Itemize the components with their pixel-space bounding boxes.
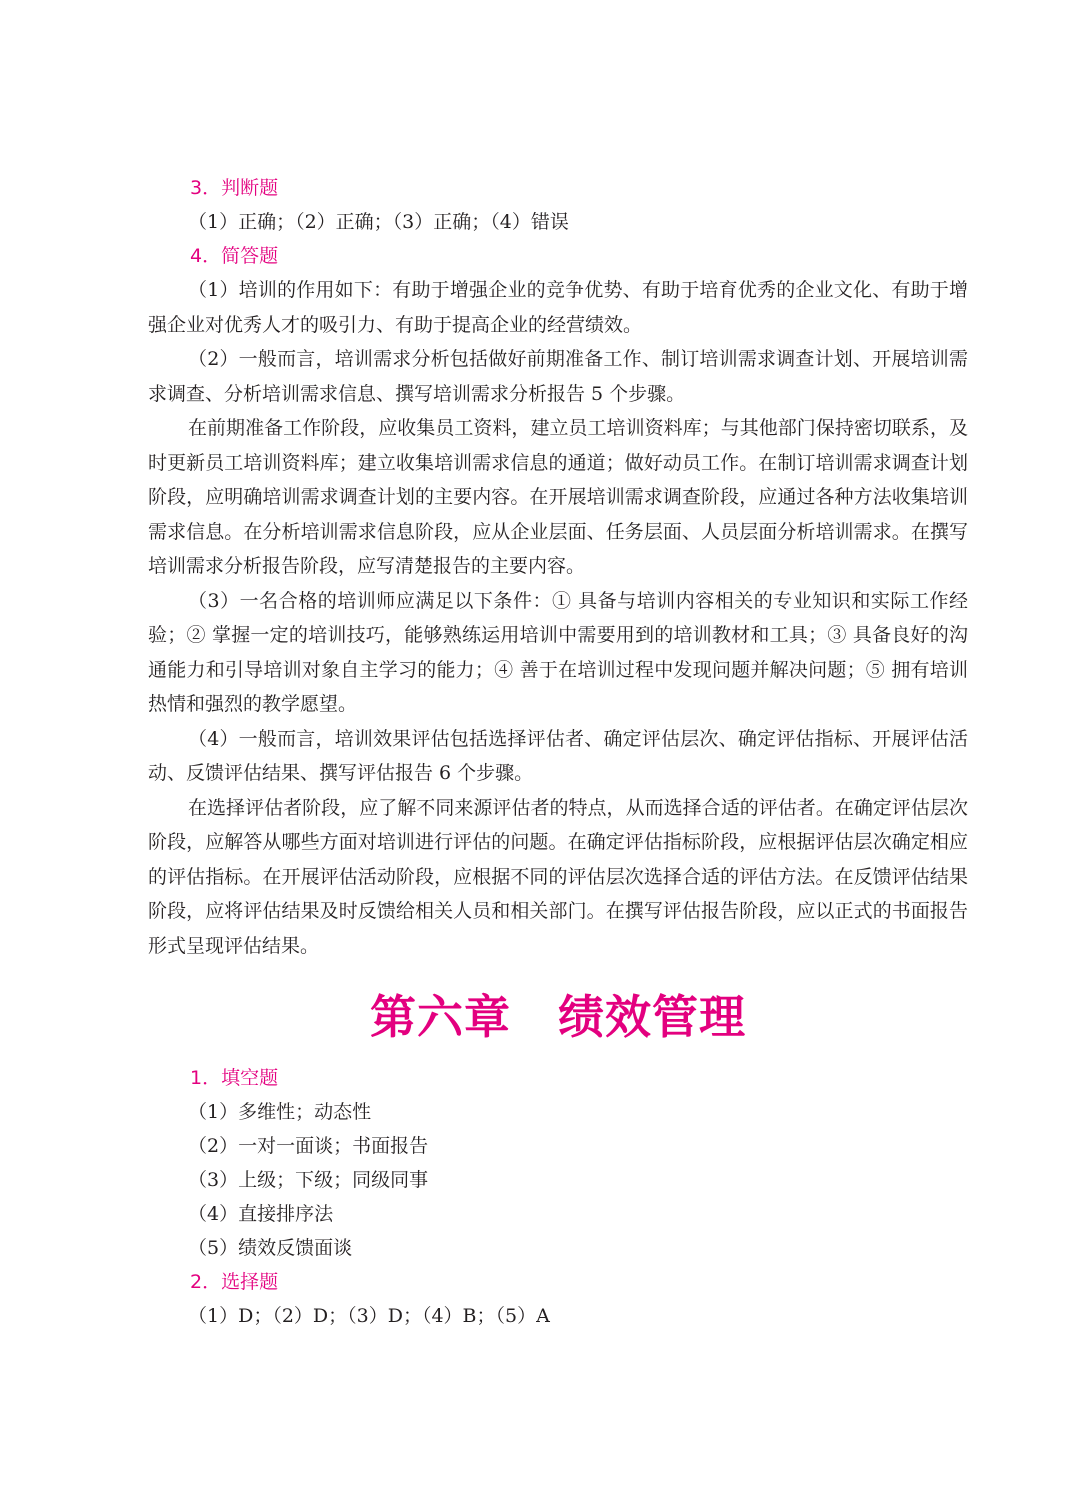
chapter-title: 第六章 绩效管理 [370,990,746,1044]
fill-blank-heading: 1．填空题 [190,1067,279,1089]
fill-answer-2: （2）一对一面谈；书面报告 [188,1135,429,1157]
judge-heading: 3．判断题 [190,177,279,199]
fill-answer-3: （3）上级；下级；同级同事 [188,1169,429,1191]
short-answer-paragraph-4: （3）一名合格的培训师应满足以下条件：① 具备与培训内容相关的专业知识和实际工作经验；② 掌握一定的培训技巧，能够熟练运用培训中需要用到的培训教材和工具；③ 具备良好的沟通能力和引导培训对象自主学习的能力；④ 善于在培训过程中发现问题并解决问题；⑤ 拥有培训热情和强烈的教学愿望。 [148,589,968,715]
choice-answers: （1）D；（2）D；（3）D；（4）B；（5）A [188,1305,550,1327]
fill-answer-5: （5）绩效反馈面谈 [188,1237,353,1259]
choice-heading: 2．选择题 [190,1271,279,1293]
short-answer-paragraph-3: 在前期准备工作阶段，应收集员工资料，建立员工培训资料库；与其他部门保持密切联系，及时更新员工培训资料库；建立收集培训需求信息的通道；做好动员工作。在制订培训需求调查计划阶段，应明确培训需求调查计划的主要内容。在开展培训需求调查阶段，应通过各种方法收集培训需求信息。在分析培训需求信息阶段，应从企业层面、任务层面、人员层面分析培训需求。在撰写培训需求分析报告阶段，应写清楚报告的主要内容。 [148,417,968,577]
short-answer-paragraph-5: （4）一般而言，培训效果评估包括选择评估者、确定评估层次、确定评估指标、开展评估活动、反馈评估结果、撰写评估报告 6 个步骤。 [148,727,968,784]
fill-answer-4: （4）直接排序法 [188,1203,334,1225]
fill-answer-1: （1）多维性；动态性 [188,1101,372,1123]
short-answer-heading: 4．简答题 [190,245,279,267]
page-content [148,171,968,1333]
judge-answers: （1）正确；（2）正确；（3）正确；（4）错误 [188,211,569,233]
short-answer-paragraph-2: （2）一般而言，培训需求分析包括做好前期准备工作、制订培训需求调查计划、开展培训需求调查、分析培训需求信息、撰写培训需求分析报告 5 个步骤。 [148,348,968,405]
short-answer-paragraph-1: （1）培训的作用如下：有助于增强企业的竞争优势、有助于培育优秀的企业文化、有助于增强企业对优秀人才的吸引力、有助于提高企业的经营绩效。 [148,279,968,336]
short-answer-paragraph-6: 在选择评估者阶段，应了解不同来源评估者的特点，从而选择合适的评估者。在确定评估层次阶段，应解答从哪些方面对培训进行评估的问题。在确定评估指标阶段，应根据评估层次确定相应的评估指标。在开展评估活动阶段，应根据不同的评估层次选择合适的评估方法。在反馈评估结果阶段，应将评估结果及时反馈给相关人员和相关部门。在撰写评估报告阶段，应以正式的书面报告形式呈现评估结果。 [148,796,968,957]
